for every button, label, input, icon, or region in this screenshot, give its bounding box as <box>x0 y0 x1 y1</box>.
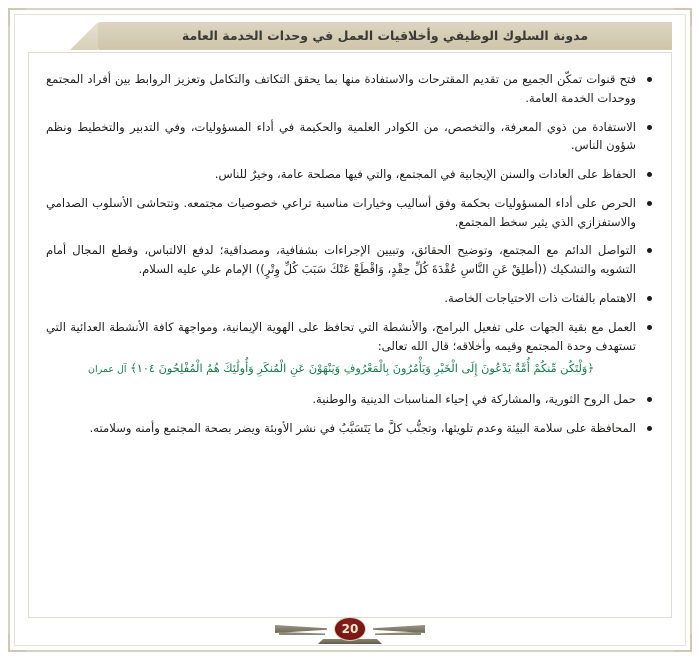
list-item <box>46 289 654 308</box>
list-item <box>46 194 654 232</box>
quran-verse-text: ﴿وَلْتَكُن مِّنكُمْ أُمَّةٌ يَدْعُونَ إِلَى الْخَيْرِ وَيَأْمُرُونَ بِالْمَعْرُوفِ وَيَنْهَوْنَ عَنِ الْمُنكَرِ وَأُولَٰئِكَ هُمُ الْمُفْلِحُونَ ١٠٤﴾ <box>130 362 595 376</box>
list-item-text: الاهتمام بالفئات ذات الاحتياجات الخاصة. <box>444 291 636 306</box>
list-item-text: المحافظة على سلامة البيئة وعدم تلويثها، وتجنُّب كلَّ ما يَتَسَبَّبُ في نشر الأوبئة ويضر بصحة المجتمع وأمنه وسلامته. <box>89 420 636 435</box>
document-body <box>46 70 654 600</box>
list-item-text: فتح قنوات تمكّن الجميع من تقديم المقترحات والاستفادة منها بما يحقق التكاتف والتكامل وتعزيز الروابط بين أفراد المجتمع ووحدات الخدمة العامة. <box>46 72 636 105</box>
wing-left-accent-icon <box>279 632 325 635</box>
corner-ornament-top-right <box>674 8 692 26</box>
list-item <box>46 165 654 184</box>
list-item <box>46 419 654 438</box>
list-item <box>46 318 654 380</box>
quran-verse-source: آل عمران <box>87 364 127 376</box>
wing-right-icon <box>373 625 425 633</box>
list-item <box>46 70 654 108</box>
list-item-text: حمل الروح الثورية، والمشاركة في إحياء المناسبات الدينية والوطنية. <box>312 391 636 406</box>
header-band <box>28 22 672 50</box>
bullet-list <box>46 70 654 437</box>
list-item-text: العمل مع بقية الجهات على تفعيل البرامج، والأنشطة التي تحافظ على الهوية الإيمانية، ومواجهة كافة الأنشطة العدائية التي تستهدف وحدة المجتمع وقيمه وأخلاقه؛ قال الله تعالى: <box>46 319 636 353</box>
header-ribbon-tip <box>70 22 98 50</box>
wing-right-accent-icon <box>375 632 421 635</box>
quran-verse <box>46 358 636 379</box>
page-number-badge <box>334 617 366 641</box>
page-title: مدونة السلوك الوظيفي وأخلاقيات العمل في وحدات الخدمة العامة <box>181 28 589 43</box>
list-item <box>46 118 654 156</box>
list-item-text: التواصل الدائم مع المجتمع، وتوضيح الحقائق، وتبيين الإجراءات بشفافية، ومصداقية؛ لدفع الالتباس، وقطع المجال أمام التشويه والتشكيك ((أطلِقْ عَنِ النَّاسِ عُقْدَةَ كُلِّ حِقْدٍ، وَاقْطَعْ عَنْكَ سَبَبَ كُلِّ وِتْرٍ)) الإمام علي عليه السلام. <box>46 243 636 277</box>
page-number: 20 <box>341 622 359 636</box>
list-item-text: الحرص على أداء المسؤوليات بحكمة وفق أساليب وخيارات مناسبة تراعي خصوصيات مجتمعه. وتتحاشى الأسلوب الصدامي والاستفزازي الذي يثير سخط المجتمع. <box>46 195 636 229</box>
list-item <box>46 241 654 279</box>
list-item-text: الحفاظ على العادات والسنن الإيجابية في المجتمع، والتي فيها مصلحة عامة، وخيرٌ للناس. <box>214 167 636 182</box>
wing-left-icon <box>275 625 327 633</box>
list-item <box>46 390 654 409</box>
page-footer <box>0 612 700 646</box>
list-item-text: الاستفادة من ذوي المعرفة، والتخصص، من الكوادر العلمية والحكيمة في أداء المسؤوليات، وفي التدبير والتخطيط ونظم شؤون الناس. <box>46 119 636 153</box>
corner-ornament-top-left <box>8 8 26 26</box>
footer-emblem <box>275 616 425 642</box>
